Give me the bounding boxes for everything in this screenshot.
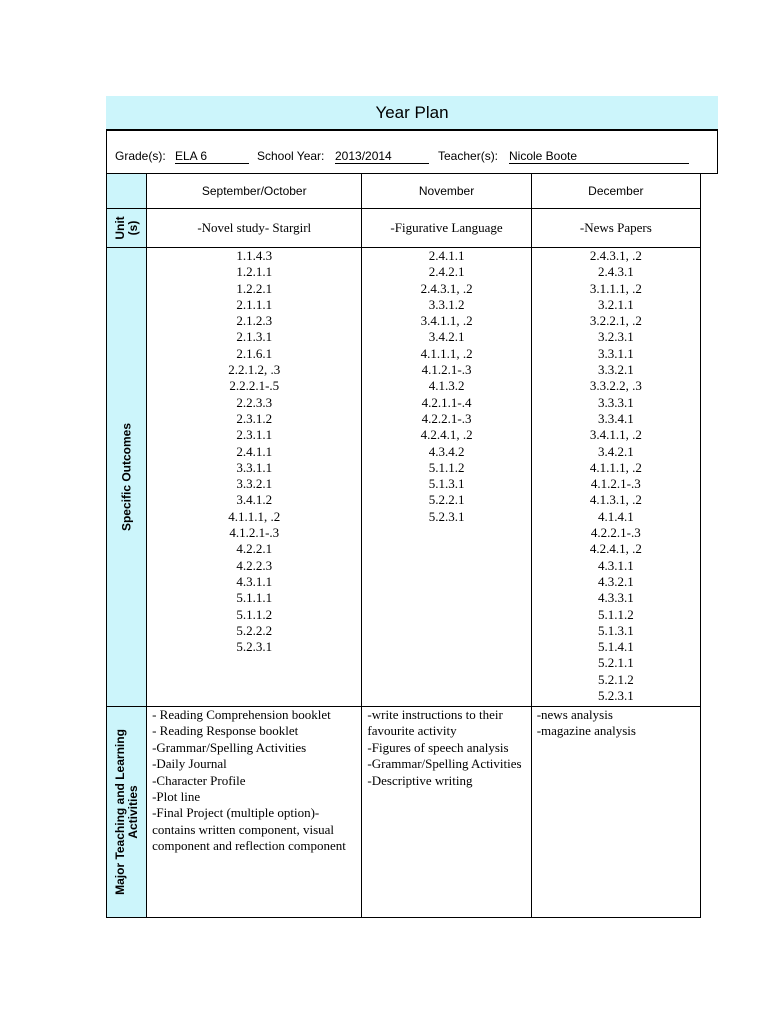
list-item: -Plot line — [152, 789, 201, 805]
list-item: 2.4.3.1, .2 — [420, 280, 473, 296]
outcomes-cell — [147, 248, 362, 707]
list-item: 3.3.1.1 — [597, 345, 634, 361]
row-label-unit: Unit (s) — [112, 216, 140, 240]
list-item: 3.4.2.1 — [428, 329, 465, 345]
list-item: -write instructions to their favourite activity — [367, 707, 503, 739]
list-item: 2.4.1.1 — [428, 248, 465, 263]
page-title: Year Plan — [375, 102, 449, 122]
list-item: - Reading Response booklet — [152, 723, 299, 739]
list-item: 4.1.2.1-.3 — [229, 525, 280, 541]
unit-row — [107, 209, 701, 248]
list-item: 4.2.2.1-.3 — [590, 525, 641, 541]
list-item: - Reading Comprehension booklet — [152, 707, 331, 722]
list-item: 2.2.1.2, .3 — [228, 362, 281, 378]
list-item: 2.2.2.1-.5 — [229, 378, 280, 394]
list-item: 4.2.4.1, .2 — [420, 427, 473, 443]
list-item: 2.3.1.1 — [236, 427, 273, 443]
corner-cell — [107, 174, 147, 209]
outcomes-row — [107, 248, 701, 707]
list-item: 4.2.1.1-.4 — [421, 394, 472, 410]
list-item: 5.1.1.1 — [236, 590, 273, 606]
list-item: 5.2.1.1 — [597, 655, 634, 671]
list-item: 3.4.1.1, .2 — [420, 313, 473, 329]
teacher-value: Nicole Boote — [509, 149, 689, 164]
list-item: 4.3.1.1 — [236, 573, 273, 589]
list-item: -news analysis — [536, 707, 613, 722]
list-item: 5.2.2.2 — [236, 622, 273, 638]
list-item: 2.1.2.3 — [236, 313, 273, 329]
list-item: 2.1.6.1 — [236, 345, 273, 361]
list-item: 5.1.3.1 — [597, 622, 634, 638]
row-label-cell — [107, 209, 147, 248]
outcomes-cell — [362, 248, 531, 707]
list-item: 5.2.3.1 — [236, 639, 273, 655]
row-label-activities: Major Teaching and Learning Activities — [112, 729, 140, 895]
activities-row — [107, 707, 701, 918]
list-item: 5.2.2.1 — [428, 492, 465, 508]
list-item: 4.1.2.1-.3 — [590, 476, 641, 492]
list-item: 4.1.1.1, .2 — [228, 508, 281, 524]
list-item: 3.3.2.2, .3 — [589, 378, 642, 394]
list-item: 4.3.1.1 — [597, 557, 634, 573]
list-item: 3.3.1.2 — [428, 296, 465, 312]
list-item: 3.3.4.1 — [597, 410, 634, 426]
list-item: 4.2.2.1-.3 — [421, 410, 472, 426]
outcomes-cell — [531, 248, 700, 707]
list-item: 4.1.3.1, .2 — [589, 492, 642, 508]
activities-cell — [362, 707, 531, 918]
column-header: November — [362, 174, 531, 209]
list-item: -Character Profile — [152, 772, 246, 788]
list-item: 2.2.3.3 — [236, 394, 273, 410]
year-plan-table — [106, 173, 701, 918]
grade-value: ELA 6 — [175, 149, 249, 164]
list-item: 5.1.1.2 — [597, 606, 634, 622]
list-item: 3.3.2.1 — [236, 476, 273, 492]
row-label-cell — [107, 707, 147, 918]
unit-cell: -Novel study- Stargirl — [147, 209, 362, 248]
list-item: 3.2.2.1, .2 — [589, 313, 642, 329]
list-item: 3.3.3.1 — [597, 394, 634, 410]
list-item: 2.4.2.1 — [428, 264, 465, 280]
meta-row — [106, 131, 718, 174]
list-item: 2.1.1.1 — [236, 296, 273, 312]
list-item: 1.2.1.1 — [236, 264, 273, 280]
column-header: December — [531, 174, 700, 209]
list-item: -Final Project (multiple option)- contains written component, visual component and reflection component — [152, 805, 346, 854]
list-item: 3.4.2.1 — [597, 443, 634, 459]
row-label-cell — [107, 248, 147, 707]
list-item: 4.2.4.1, .2 — [589, 541, 642, 557]
list-item: 5.1.1.2 — [236, 606, 273, 622]
list-item: 4.3.2.1 — [597, 573, 634, 589]
list-item: 2.4.1.1 — [236, 443, 273, 459]
list-item: -Daily Journal — [152, 756, 227, 772]
grade-label: Grade(s): — [115, 149, 166, 163]
title-bar — [106, 96, 718, 131]
activities-cell — [531, 707, 700, 918]
activities-cell — [147, 707, 362, 918]
list-item: 3.3.2.1 — [597, 362, 634, 378]
list-item: 5.1.4.1 — [597, 639, 634, 655]
list-item: 2.1.3.1 — [236, 329, 273, 345]
school-year-label: School Year: — [257, 149, 325, 163]
list-item: -Figures of speech analysis — [367, 739, 509, 755]
unit-cell: -Figurative Language — [362, 209, 531, 248]
list-item: 4.1.4.1 — [597, 508, 634, 524]
list-item: 2.4.3.1, .2 — [589, 248, 642, 263]
column-header: September/October — [147, 174, 362, 209]
list-item: 4.2.2.3 — [236, 557, 273, 573]
list-item: 3.3.1.1 — [236, 459, 273, 475]
list-item: 4.3.4.2 — [428, 443, 465, 459]
unit-cell: -News Papers — [531, 209, 700, 248]
list-item: 4.3.3.1 — [597, 590, 634, 606]
list-item: 2.4.3.1 — [597, 264, 634, 280]
list-item: 3.4.1.2 — [236, 492, 273, 508]
list-item: 5.2.1.2 — [597, 671, 634, 687]
list-item: 3.4.1.1, .2 — [589, 427, 642, 443]
list-item: 4.1.1.1, .2 — [589, 459, 642, 475]
list-item: 4.1.1.1, .2 — [420, 345, 473, 361]
list-item: 3.2.1.1 — [597, 296, 634, 312]
list-item: 4.1.3.2 — [428, 378, 465, 394]
list-item: 5.1.1.2 — [428, 459, 465, 475]
list-item: -Descriptive writing — [367, 772, 473, 788]
list-item: 3.1.1.1, .2 — [589, 280, 642, 296]
list-item: -Grammar/Spelling Activities — [152, 739, 307, 755]
teacher-label: Teacher(s): — [438, 149, 499, 163]
list-item: 1.1.4.3 — [236, 248, 273, 263]
list-item: -Grammar/Spelling Activities — [367, 756, 522, 772]
school-year-value: 2013/2014 — [335, 149, 429, 164]
list-item: 5.2.3.1 — [597, 688, 634, 704]
list-item: 1.2.2.1 — [236, 280, 273, 296]
list-item: 5.2.3.1 — [428, 508, 465, 524]
list-item: 2.3.1.2 — [236, 410, 273, 426]
list-item: 4.1.2.1-.3 — [421, 362, 472, 378]
row-label-outcomes: Specific Outcomes — [119, 422, 134, 532]
list-item: -magazine analysis — [536, 723, 636, 739]
list-item: 4.2.2.1 — [236, 541, 273, 557]
header-row — [107, 174, 701, 209]
list-item: 3.2.3.1 — [597, 329, 634, 345]
list-item: 5.1.3.1 — [428, 476, 465, 492]
